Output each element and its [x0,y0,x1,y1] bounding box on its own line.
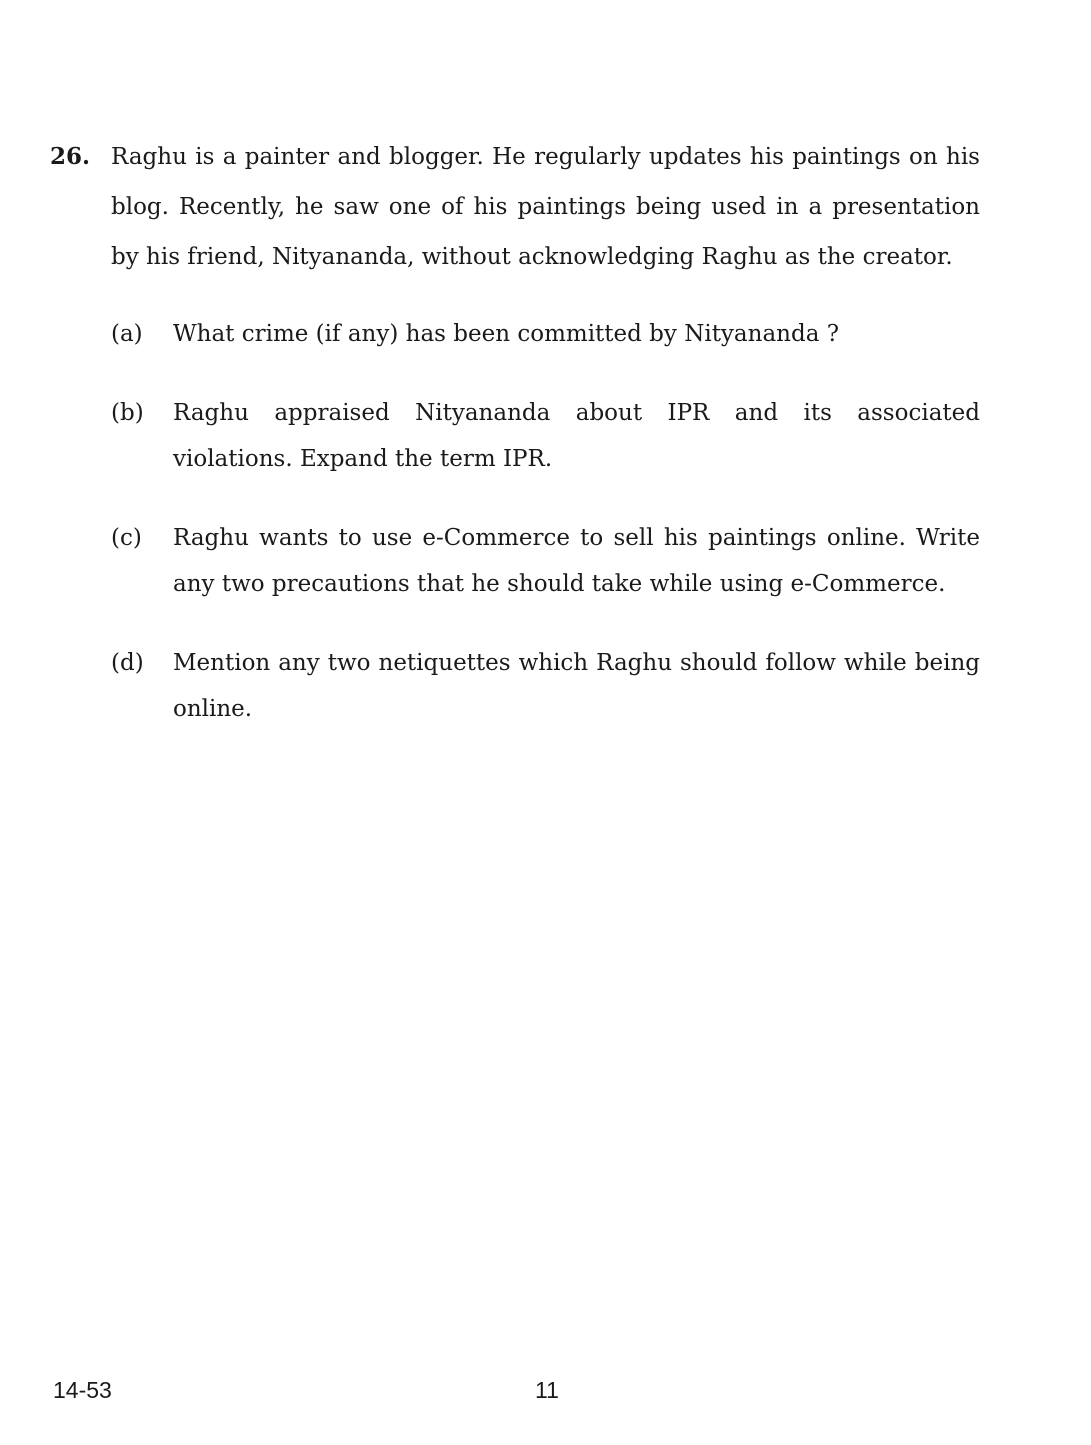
part-text: Raghu appraised Nityananda about IPR and its associated violations. Expand the term IPR. [173,400,980,472]
part-text: What crime (if any) has been committed by Nityananda ? [173,321,840,347]
part-label: (c) [111,525,142,551]
paper-code: 14-53 [53,1377,112,1403]
page-number: 11 [535,1377,559,1403]
question-part-b [111,390,980,482]
question-part-a [111,311,980,357]
question-part-c [111,515,980,607]
part-label: (d) [111,650,144,676]
question-26 [50,132,980,765]
part-text: Raghu wants to use e-Commerce to sell his paintings online. Write any two precautions that he should take while using e-Commerce. [173,525,980,597]
part-label: (b) [111,400,144,426]
question-parts [111,311,980,732]
part-text: Mention any two netiquettes which Raghu should follow while being online. [173,650,980,722]
question-stem: Raghu is a painter and blogger. He regularly updates his paintings on his blog. Recently, he saw one of his paintings being used in a presentation by his friend, Nityananda, without acknowledging Raghu as the creator. [111,144,980,270]
question-number: 26. [50,143,91,170]
part-label: (a) [111,321,143,347]
question-part-d [111,640,980,732]
